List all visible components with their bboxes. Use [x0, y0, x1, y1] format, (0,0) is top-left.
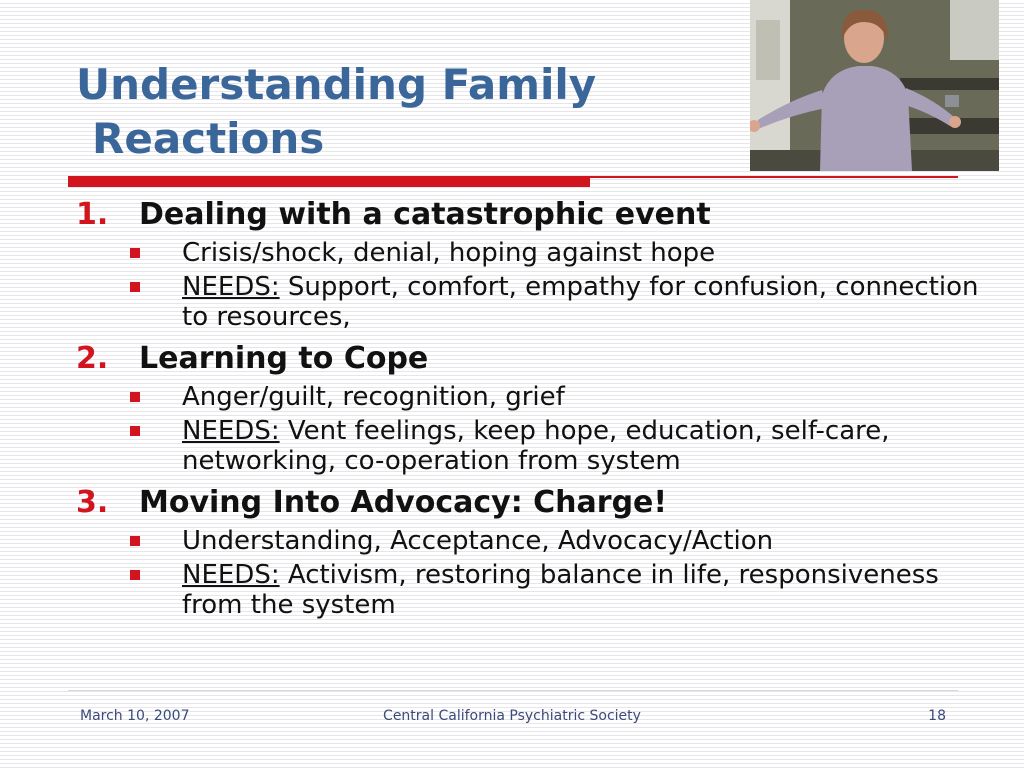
- needs-label: NEEDS:: [182, 272, 280, 302]
- slide-content: [0, 196, 1024, 620]
- square-bullet-icon: [130, 570, 140, 580]
- footer-divider: [68, 690, 958, 691]
- sub-point-text: [182, 560, 982, 620]
- square-bullet-icon: [130, 536, 140, 546]
- speaker-photo-image: [750, 0, 999, 171]
- slide-number: 18: [928, 708, 946, 724]
- square-bullet-icon: [130, 426, 140, 436]
- item-heading: Dealing with a catastrophic event: [139, 197, 711, 232]
- sub-point: [0, 238, 1024, 268]
- list-item-2: [0, 340, 1024, 476]
- needs-label: NEEDS:: [182, 560, 280, 590]
- sub-point-body: Crisis/shock, denial, hoping against hope: [182, 238, 716, 268]
- sub-point-body: Understanding, Acceptance, Advocacy/Action: [182, 526, 774, 556]
- list-item-1: [0, 196, 1024, 332]
- sub-point-text: [182, 526, 982, 556]
- sub-point-text: [182, 238, 982, 268]
- sub-point-text: [182, 272, 982, 332]
- sub-point: [0, 416, 1024, 476]
- sub-point-text: [182, 416, 982, 476]
- sub-point: [0, 560, 1024, 620]
- sub-point-body: Anger/guilt, recognition, grief: [182, 382, 565, 412]
- sub-point: [0, 382, 1024, 412]
- slide-title-line-2: Reactions: [92, 114, 325, 163]
- title-divider-thin: [590, 176, 958, 178]
- footer-organization: Central California Psychiatric Society: [383, 708, 641, 724]
- item-number: 3.: [76, 485, 109, 520]
- sub-point-body: Activism, restoring balance in life, responsiveness from the system: [182, 560, 939, 620]
- title-divider-thick: [68, 176, 590, 187]
- sub-point: [0, 526, 1024, 556]
- item-heading: Moving Into Advocacy: Charge!: [139, 485, 668, 520]
- item-number: 1.: [76, 197, 109, 232]
- item-number: 2.: [76, 341, 109, 376]
- sub-point-body: Support, comfort, empathy for confusion, connection to resources,: [182, 272, 979, 332]
- square-bullet-icon: [130, 282, 140, 292]
- square-bullet-icon: [130, 392, 140, 402]
- footer-date: March 10, 2007: [80, 708, 190, 724]
- slide-title-line-1: Understanding Family: [76, 60, 597, 109]
- sub-point-body: Vent feelings, keep hope, education, self-care, networking, co-operation from system: [182, 416, 890, 476]
- list-item-3: [0, 484, 1024, 620]
- sub-point-text: [182, 382, 982, 412]
- speaker-photo: [750, 0, 999, 171]
- slide-title: [76, 58, 596, 166]
- sub-point: [0, 272, 1024, 332]
- item-heading: Learning to Cope: [139, 341, 429, 376]
- needs-label: NEEDS:: [182, 416, 280, 446]
- square-bullet-icon: [130, 248, 140, 258]
